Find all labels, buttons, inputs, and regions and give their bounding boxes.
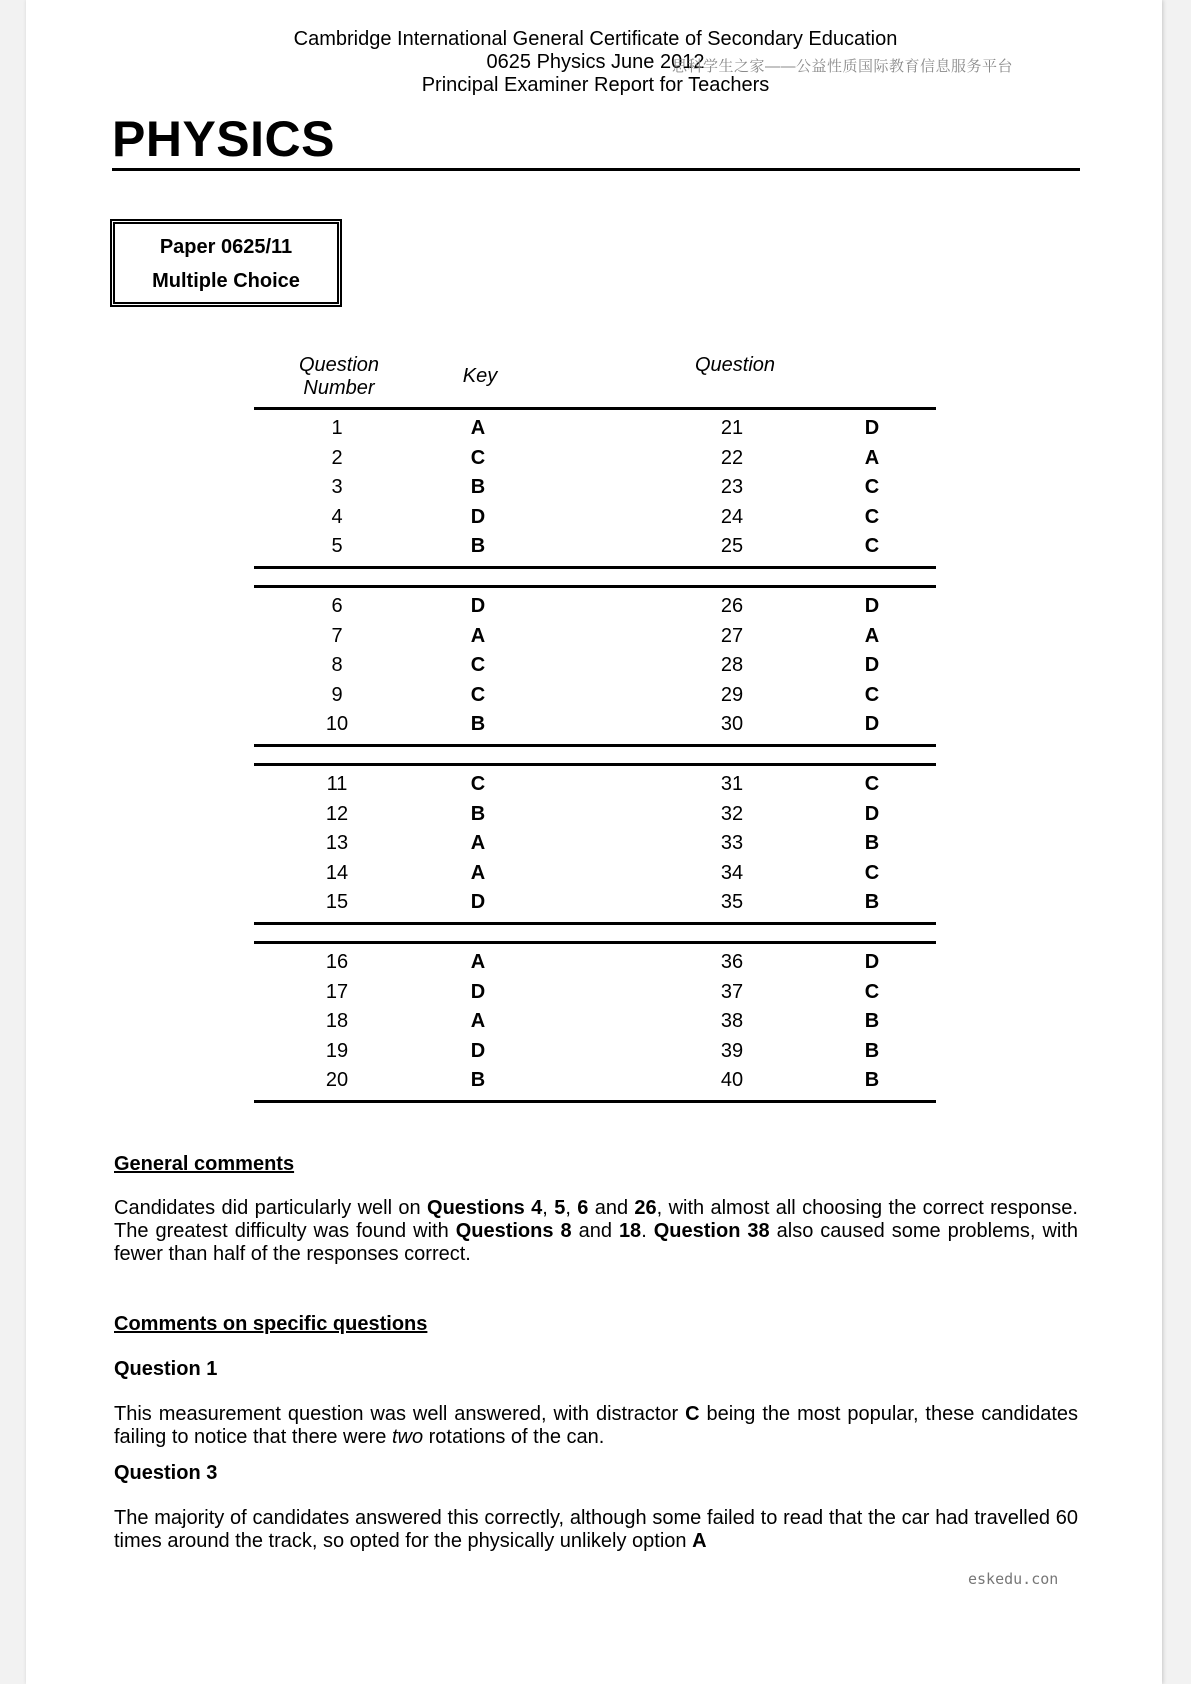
question-number-cell: 24 xyxy=(720,505,744,528)
question-number-cell: 19 xyxy=(325,1039,349,1062)
answer-key-cell: A xyxy=(864,624,880,647)
watermark-text: 思科学生之家——公益性质国际教育信息服务平台 xyxy=(672,58,1014,75)
question-number-cell: 1 xyxy=(331,417,343,439)
paper-code: Paper 0625/11 xyxy=(159,236,293,258)
question-number-cell: 25 xyxy=(720,535,744,557)
answer-key-cell: D xyxy=(470,891,486,913)
question-number-cell: 11 xyxy=(326,773,348,795)
answer-key-cell: C xyxy=(470,773,486,795)
question-number-cell: 33 xyxy=(720,832,744,854)
table-rule xyxy=(254,585,936,588)
answer-key-cell: D xyxy=(864,417,880,439)
answer-key-cell: A xyxy=(470,624,486,647)
answer-key-cell: B xyxy=(470,713,486,735)
answer-key-cell: A xyxy=(470,861,486,884)
question-number-cell: 17 xyxy=(325,980,349,1003)
answer-key-cell: D xyxy=(470,505,486,528)
answer-key-cell: C xyxy=(864,980,880,1003)
header-line-3: Principal Examiner Report for Teachers xyxy=(421,74,770,96)
answer-key-cell: B xyxy=(864,1039,880,1062)
header-line-1: Cambridge International General Certificate of Secondary Education xyxy=(293,28,898,50)
question-number-cell: 18 xyxy=(325,1010,349,1032)
answer-key-cell: C xyxy=(470,654,486,676)
question-number-cell: 29 xyxy=(720,683,744,706)
paper-type: Multiple Choice xyxy=(152,270,300,292)
answer-key-cell: B xyxy=(470,802,486,825)
answer-key-cell: A xyxy=(470,1010,486,1032)
question-number-cell: 5 xyxy=(331,535,343,557)
question-number-cell: 26 xyxy=(720,595,744,617)
answer-key-cell: B xyxy=(864,832,880,854)
header-question: Question xyxy=(694,354,776,376)
general-comments-heading: General comments xyxy=(114,1153,295,1175)
question-number-cell: 35 xyxy=(720,891,744,913)
answer-key-cell: B xyxy=(470,535,486,557)
question-number-cell: 8 xyxy=(331,654,343,676)
question-number-cell: 4 xyxy=(331,505,343,528)
question-3-text: The majority of candidates answered this correctly, although some failed to read that the car had travelled 60 times around the track, so opted for the physically unlikely option A xyxy=(114,1507,1078,1552)
question-number-cell: 27 xyxy=(720,624,744,647)
question-number-cell: 22 xyxy=(720,446,744,469)
question-number-cell: 23 xyxy=(720,476,744,498)
question-number-cell: 31 xyxy=(720,773,744,795)
header-key: Key xyxy=(462,365,498,387)
answer-key-cell: C xyxy=(864,476,880,498)
question-number-cell: 32 xyxy=(720,802,744,825)
answer-key-cell: C xyxy=(470,446,486,469)
table-rule xyxy=(254,407,936,410)
answer-key-cell: D xyxy=(470,595,486,617)
question-number-cell: 38 xyxy=(720,1010,744,1032)
answer-key-cell: C xyxy=(864,683,880,706)
answer-key-cell: D xyxy=(470,980,486,1003)
question-1-heading: Question 1 xyxy=(114,1358,218,1380)
question-number-cell: 40 xyxy=(720,1069,744,1091)
table-rule xyxy=(254,763,936,766)
answer-key-cell: C xyxy=(864,505,880,528)
answer-key-cell: D xyxy=(864,595,880,617)
question-1-text: This measurement question was well answered, with distractor C being the most popular, these candidates failing to notice that there were two rotations of the can. xyxy=(114,1403,1078,1448)
question-number-cell: 21 xyxy=(720,417,744,439)
footer-text: eskedu.con xyxy=(968,1570,1059,1588)
question-number-cell: 34 xyxy=(720,861,744,884)
title-rule xyxy=(112,168,1080,171)
answer-key-cell: B xyxy=(470,476,486,498)
header-line-2: 0625 Physics June 2012 xyxy=(486,51,705,73)
specific-comments-heading: Comments on specific questions xyxy=(114,1313,428,1335)
answer-key-cell: A xyxy=(864,446,880,469)
table-rule xyxy=(254,566,936,569)
answer-key-cell: D xyxy=(864,654,880,676)
answer-key-cell: A xyxy=(470,417,486,439)
paper-box xyxy=(110,219,342,307)
question-number-cell: 20 xyxy=(325,1069,349,1091)
answer-key-cell: D xyxy=(864,951,880,973)
question-number-cell: 14 xyxy=(325,861,349,884)
table-rule xyxy=(254,1100,936,1103)
answer-key-cell: D xyxy=(470,1039,486,1062)
table-rule xyxy=(254,744,936,747)
question-number-cell: 37 xyxy=(720,980,744,1003)
answer-key-cell: B xyxy=(864,891,880,913)
page-title: PHYSICS xyxy=(112,111,336,167)
answer-key-cell: D xyxy=(864,802,880,825)
question-number-cell: 10 xyxy=(325,713,349,735)
table-rule xyxy=(254,941,936,944)
answer-key-cell: C xyxy=(864,535,880,557)
question-number-cell: 2 xyxy=(331,446,343,469)
question-number-cell: 36 xyxy=(720,951,744,973)
answer-key-cell: C xyxy=(864,773,880,795)
general-comments-text: Candidates did particularly well on Questions 4, 5, 6 and 26, with almost all choosing the correct response. The greatest difficulty was found with Questions 8 and 18. Question 38 also caused some problems, with fewer than half of the responses correct. xyxy=(114,1197,1079,1265)
question-number-cell: 3 xyxy=(331,476,343,498)
answer-key-cell: C xyxy=(470,683,486,706)
question-number-cell: 13 xyxy=(325,832,349,854)
answer-key-cell: B xyxy=(864,1069,880,1091)
question-number-cell: 28 xyxy=(720,654,744,676)
question-number-cell: 16 xyxy=(325,951,349,973)
question-number-cell: 39 xyxy=(720,1039,744,1062)
question-number-cell: 9 xyxy=(331,683,343,706)
answer-key-cell: B xyxy=(470,1069,486,1091)
question-number-cell: 7 xyxy=(331,624,343,647)
question-3-heading: Question 3 xyxy=(114,1462,218,1484)
question-number-cell: 15 xyxy=(325,891,349,913)
answer-key-cell: C xyxy=(864,861,880,884)
table-rule xyxy=(254,922,936,925)
question-number-cell: 12 xyxy=(325,802,349,825)
answer-key-cell: A xyxy=(470,832,486,854)
question-number-cell: 30 xyxy=(720,713,744,735)
question-number-cell: 6 xyxy=(331,595,343,617)
answer-key-cell: B xyxy=(864,1010,880,1032)
header-question-number: Question Number xyxy=(298,354,380,399)
answer-key-cell: D xyxy=(864,713,880,735)
answer-key-cell: A xyxy=(470,951,486,973)
